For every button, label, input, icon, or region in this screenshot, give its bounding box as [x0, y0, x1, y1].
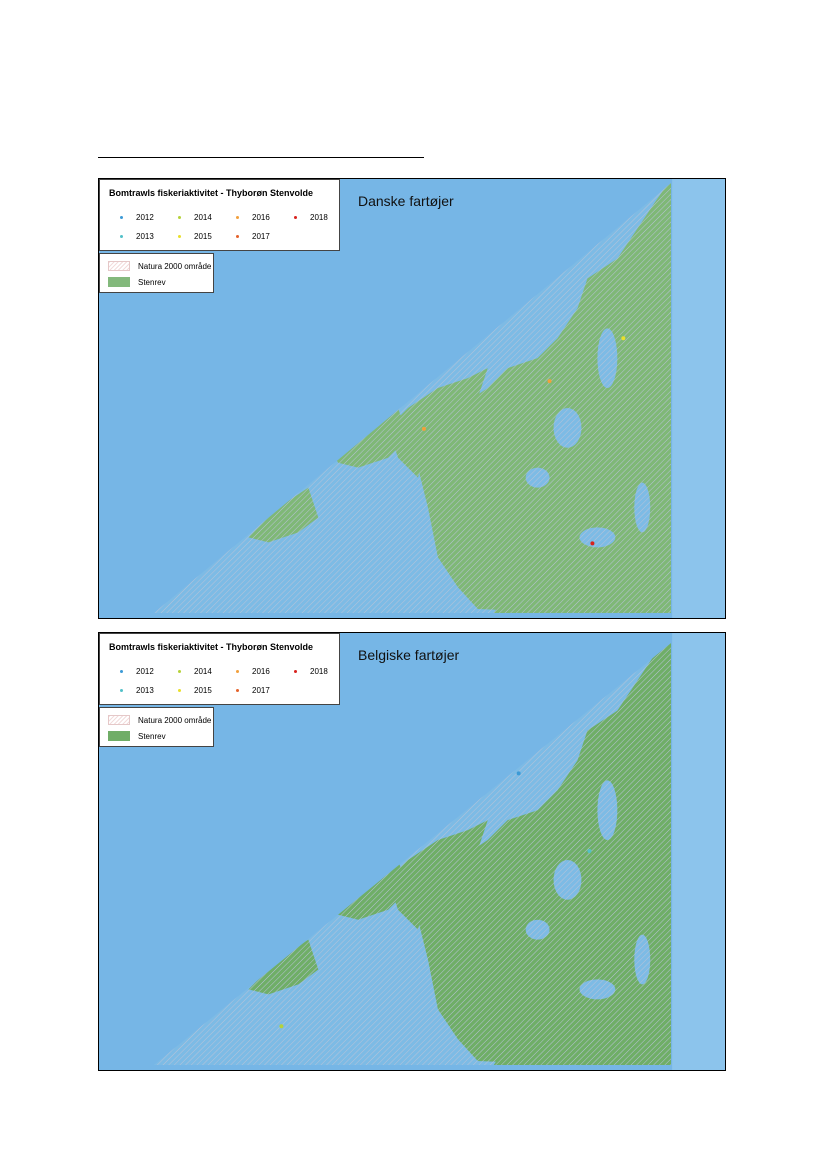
activity-point-2014 [279, 1024, 283, 1028]
map-title: Danske fartøjer [358, 193, 454, 209]
legend-item-2012: 2012 [120, 213, 154, 222]
legend-stenrev-label: Stenrev [138, 278, 166, 287]
dot-icon [120, 689, 123, 692]
legend-item-2018: 2018 [294, 667, 328, 676]
legend-item-2013: 2013 [120, 686, 154, 695]
activity-point-2015 [621, 336, 625, 340]
legend-natura-label: Natura 2000 område [138, 262, 212, 271]
legend-item-2014: 2014 [178, 667, 212, 676]
legend-natura-label: Natura 2000 område [138, 716, 212, 725]
dot-icon [294, 216, 297, 219]
map-belgian-vessels[interactable] [98, 632, 726, 1071]
legend-item-2013: 2013 [120, 232, 154, 241]
map-title: Belgiske fartøjer [358, 647, 460, 663]
dot-icon [120, 235, 123, 238]
legend-item-2015: 2015 [178, 232, 212, 241]
legend-item-2017: 2017 [236, 686, 270, 695]
legend-item-2016: 2016 [236, 213, 270, 222]
dot-icon [236, 235, 239, 238]
legend-areas [99, 253, 214, 293]
legend-stenrev-label: Stenrev [138, 732, 166, 741]
legend-item-2015: 2015 [178, 686, 212, 695]
legend-title: Bomtrawls fiskeriaktivitet - Thyborøn Stenvolde [109, 188, 314, 198]
natura-swatch-icon [108, 261, 130, 271]
activity-point-2013 [587, 849, 591, 853]
map-danish-vessels[interactable] [98, 178, 726, 619]
header-rule [98, 157, 424, 158]
dot-icon [120, 670, 123, 673]
dot-icon [178, 235, 181, 238]
activity-point-2012 [517, 771, 521, 775]
dot-icon [236, 689, 239, 692]
legend-years [99, 633, 340, 705]
legend-item-2017: 2017 [236, 232, 270, 241]
dot-icon [294, 670, 297, 673]
natura-swatch-icon [108, 715, 130, 725]
legend-item-2012: 2012 [120, 667, 154, 676]
dot-icon [178, 689, 181, 692]
stenrev-swatch-icon [108, 277, 130, 287]
legend-item-2014: 2014 [178, 213, 212, 222]
activity-point-2016 [548, 379, 552, 383]
activity-point-2016 [422, 427, 426, 431]
dot-icon [178, 216, 181, 219]
stenrev-swatch-icon [108, 731, 130, 741]
dot-icon [178, 670, 181, 673]
legend-years [99, 179, 340, 251]
activity-point-2018 [590, 541, 594, 545]
sea-east [672, 633, 725, 1070]
legend-item-2016: 2016 [236, 667, 270, 676]
legend-title: Bomtrawls fiskeriaktivitet - Thyborøn Stenvolde [109, 642, 314, 652]
legend-item-2018: 2018 [294, 213, 328, 222]
legend-areas [99, 707, 214, 747]
dot-icon [120, 216, 123, 219]
sea-east [672, 179, 725, 618]
dot-icon [236, 216, 239, 219]
dot-icon [236, 670, 239, 673]
